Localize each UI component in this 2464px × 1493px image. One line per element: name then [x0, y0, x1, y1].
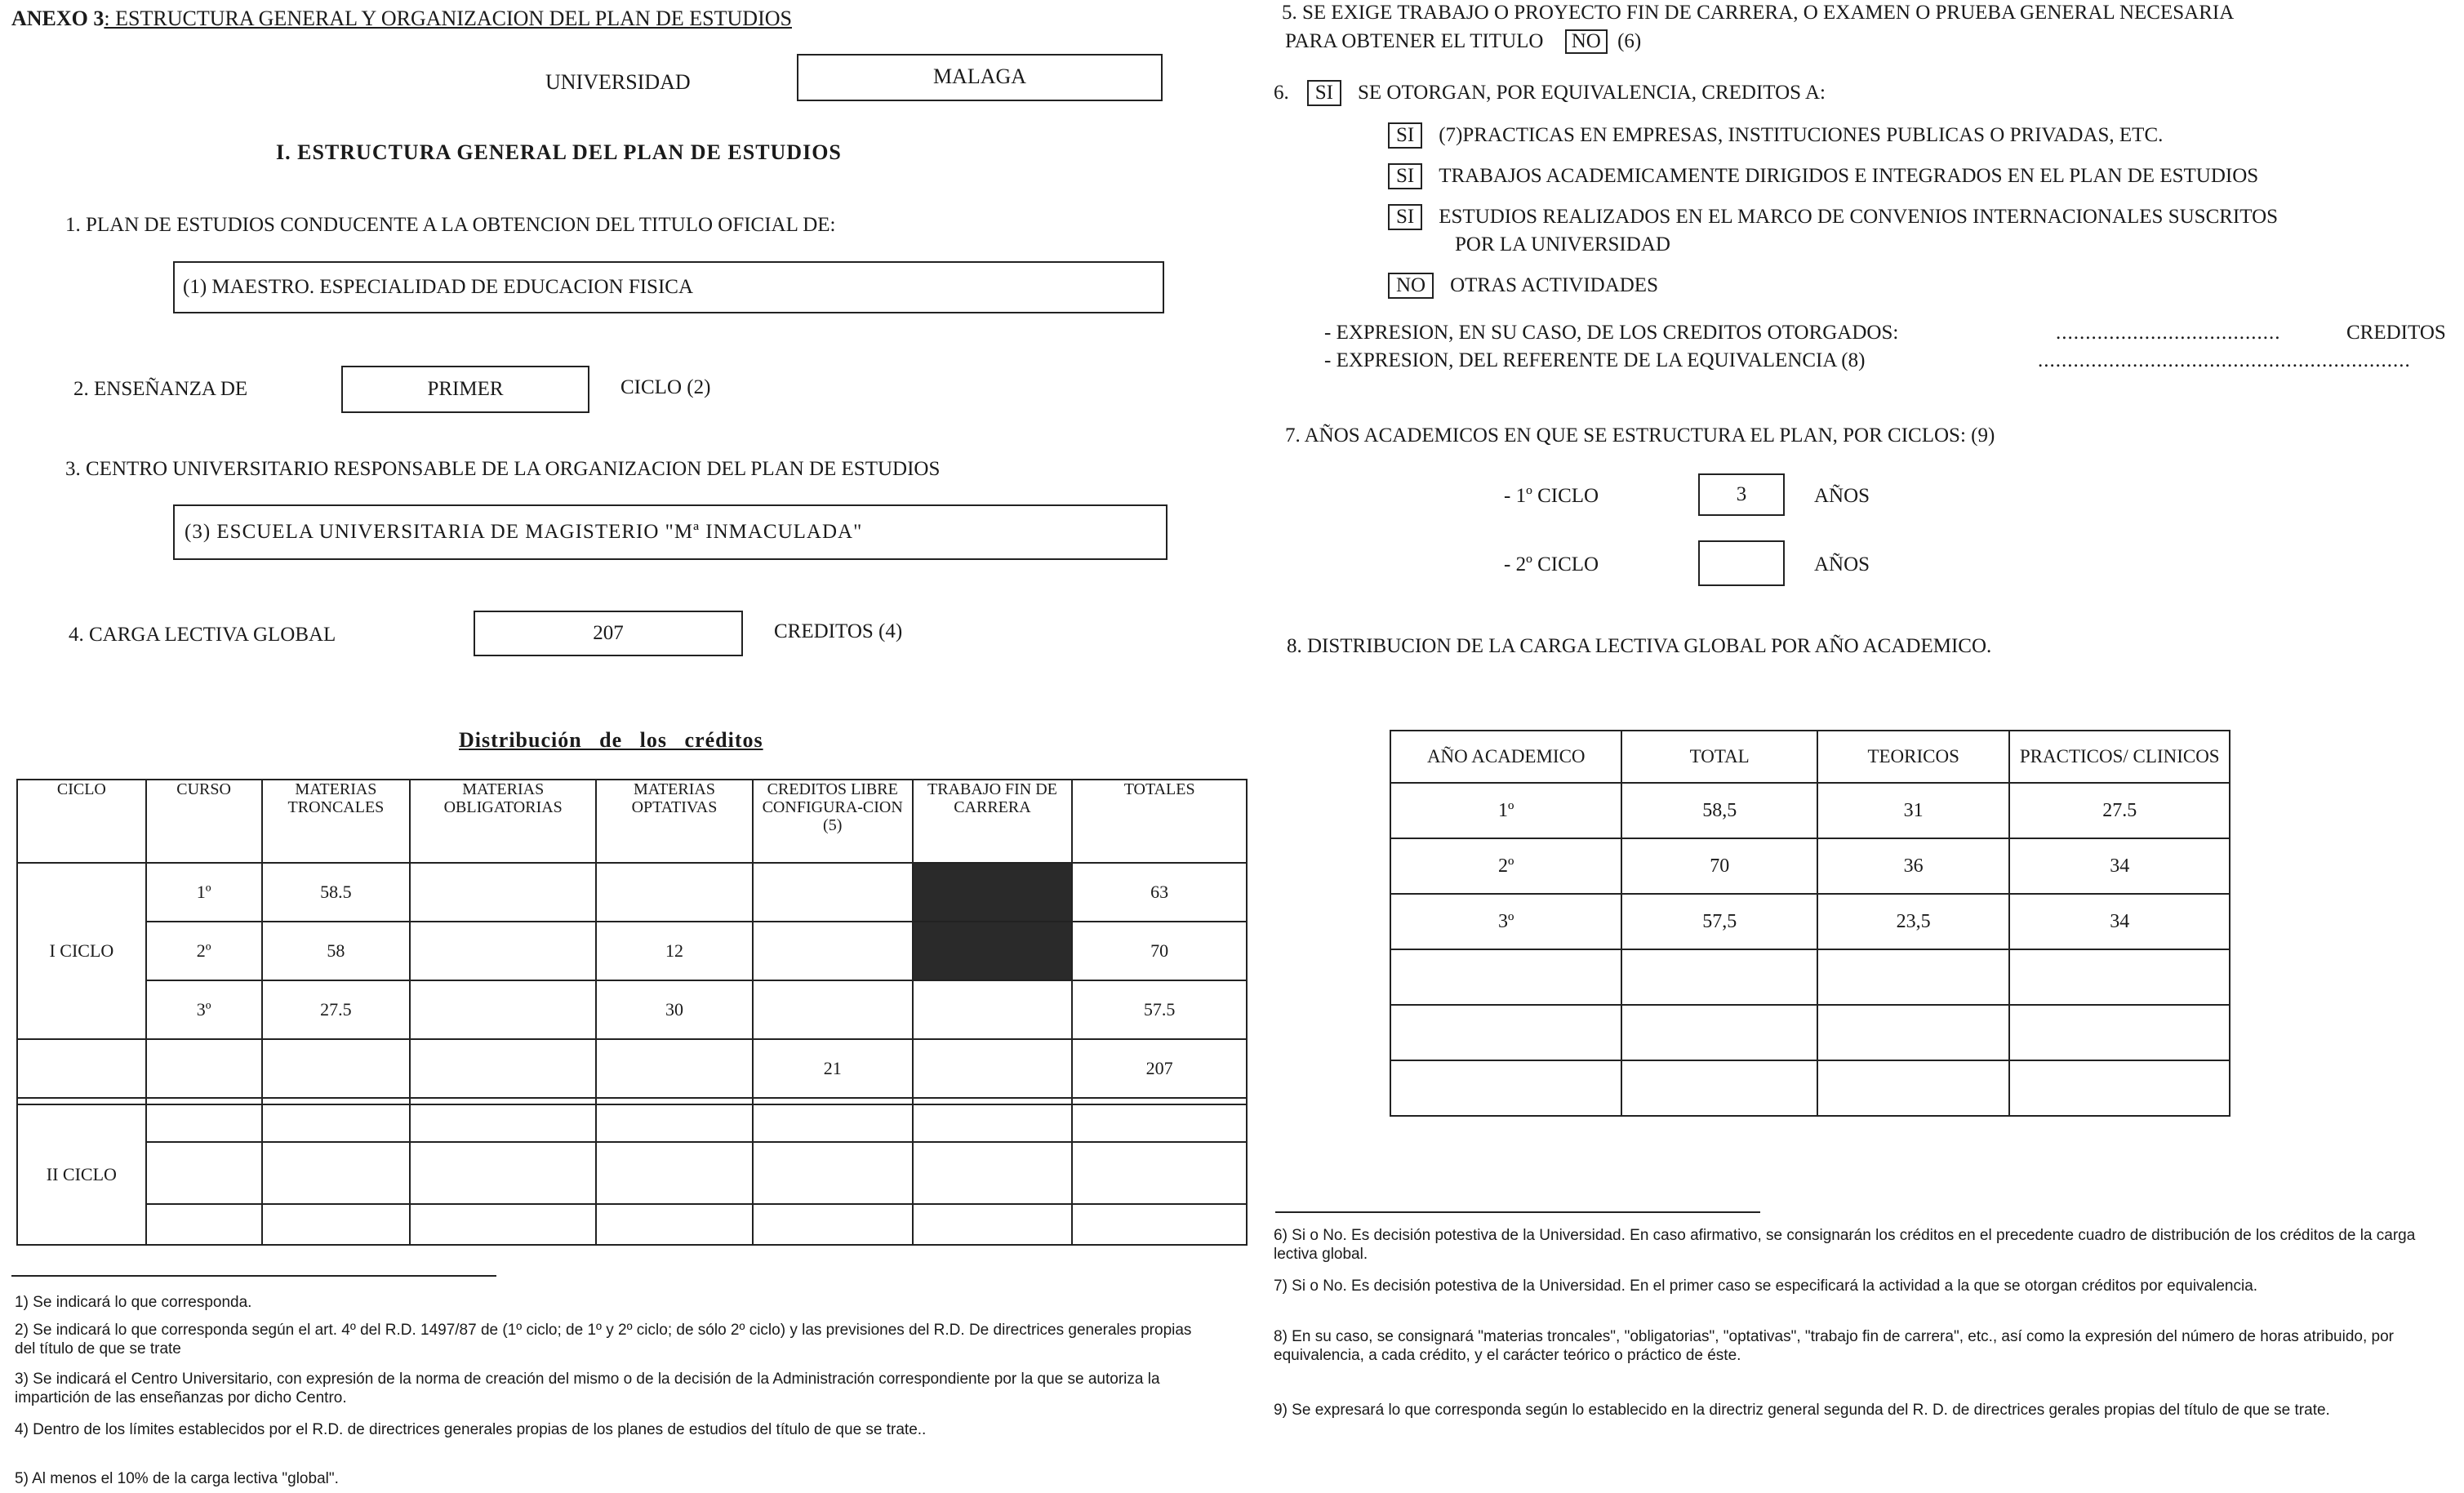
footnote: 9) Se expresará lo que corresponda según lo establecido en la directriz general segunda del R. D. de directrices gerales propias del título de que se trate. — [1274, 1402, 2330, 1419]
footnote: 2) Se indicará lo que corresponda según el art. 4º del R.D. 1497/87 de (1º ciclo; de 1º y 2º ciclo; de sólo 2º ciclo) y las previsiones del R.D. De directrices generales propias del título de que se trate — [15, 1322, 1192, 1357]
q7-c2-value — [1698, 540, 1785, 586]
q5-note: (6) — [1617, 30, 1642, 52]
q6-number: 6. — [1274, 82, 1289, 104]
universidad-value: MALAGA — [797, 54, 1163, 101]
q6-item — [1388, 204, 2278, 230]
q6-value: SI — [1307, 80, 1341, 106]
table-row — [17, 980, 1247, 1039]
section-title: I. ESTRUCTURA GENERAL DEL PLAN DE ESTUDIOS — [276, 140, 842, 164]
q6-item-value: SI — [1388, 163, 1422, 189]
q6-item — [1388, 273, 1658, 299]
troncales-cell — [262, 1039, 411, 1098]
q7-c2-label: - 2º CICLO — [1504, 553, 1599, 575]
libre-cell — [753, 863, 913, 922]
q7-c2-unit: AÑOS — [1814, 553, 1870, 575]
totales-cell: 57.5 — [1072, 980, 1247, 1039]
anexo-title: : ESTRUCTURA GENERAL Y ORGANIZACION DEL PLAN DE ESTUDIOS — [104, 7, 792, 30]
anio-cell: 1º — [1390, 783, 1621, 838]
dist-header: CREDITOS LIBRE CONFIGURA-CION (5) — [753, 780, 913, 863]
ciclo1-label: I CICLO — [17, 863, 146, 1039]
ciclo2-label: II CICLO — [17, 1104, 146, 1245]
dist-header: MATERIAS OPTATIVAS — [596, 780, 753, 863]
q6-expr2: - EXPRESION, DEL REFERENTE DE LA EQUIVALENCIA (8) — [1324, 349, 1866, 371]
obligatorias-cell — [410, 980, 596, 1039]
table-row — [17, 863, 1247, 922]
credit-distribution-table — [16, 779, 1248, 1246]
q8-header: TOTAL — [1621, 731, 1817, 783]
q6-item-label: OTRAS ACTIVIDADES — [1450, 274, 1658, 296]
footnote: 3) Se indicará el Centro Universitario, con expresión de la norma de creación del mismo o de la decisión de la Administración correspondiente por la que se autoriza la impartición de las enseñanzas por dicho Centro. — [15, 1371, 1160, 1406]
q2-suffix: CICLO (2) — [620, 376, 711, 398]
libre-cell — [753, 922, 913, 980]
q7-c1-value: 3 — [1698, 473, 1785, 516]
teoricos-cell: 31 — [1817, 783, 2010, 838]
curso-cell — [146, 1039, 262, 1098]
trabajo-fin-cell-shaded — [913, 863, 1073, 922]
dist-header: TOTALES — [1072, 780, 1247, 863]
footnote: 7) Si o No. Es decisión potestiva de la Universidad. En el primer caso se especificará la actividad a la que se otorgan créditos por equivalencia. — [1274, 1277, 2258, 1295]
q1-label: 1. PLAN DE ESTUDIOS CONDUCENTE A LA OBTENCION DEL TITULO OFICIAL DE: — [65, 214, 836, 236]
footnote: 1) Se indicará lo que corresponda. — [15, 1294, 252, 1311]
dist-header-row — [17, 780, 1247, 863]
footnote: 6) Si o No. Es decisión potestiva de la Universidad. En caso afirmativo, se consignarán los créditos en el precedente cuadro de distribución de los créditos de la carga lectiva global. — [1274, 1227, 2416, 1263]
curso-cell: 3º — [146, 980, 262, 1039]
footnote: 4) Dentro de los límites establecidos por el R.D. de directrices generales propias de los planes de estudios del título de que se trate.. — [15, 1421, 927, 1438]
q6-item-label: TRABAJOS ACADEMICAMENTE DIRIGIDOS E INTEGRADOS EN EL PLAN DE ESTUDIOS — [1439, 165, 2259, 187]
q6-item-value: SI — [1388, 122, 1422, 149]
anexo-prefix: ANEXO 3 — [11, 7, 105, 30]
dist-header: CURSO — [146, 780, 262, 863]
q6-item-value: SI — [1388, 204, 1422, 230]
teoricos-cell: 36 — [1817, 838, 2010, 894]
optativas-cell — [596, 1039, 753, 1098]
dist-header: MATERIAS TRONCALES — [262, 780, 411, 863]
q6-label: SE OTORGAN, POR EQUIVALENCIA, CREDITOS A: — [1357, 82, 1826, 104]
table-row — [1390, 838, 2230, 894]
q5-label-line1: 5. SE EXIGE TRABAJO O PROYECTO FIN DE CARRERA, O EXAMEN O PRUEBA GENERAL NECESARIA — [1282, 2, 2235, 24]
dist-header: TRABAJO FIN DE CARRERA — [913, 780, 1073, 863]
table-row — [17, 922, 1247, 980]
universidad-label: UNIVERSIDAD — [545, 70, 691, 94]
q6-expr2-dots: ............................................................... — [2038, 349, 2411, 371]
libre-cell — [753, 980, 913, 1039]
year-distribution-table — [1390, 730, 2230, 1117]
practicos-cell: 34 — [2009, 894, 2230, 949]
q2-label: 2. ENSEÑANZA DE — [73, 378, 248, 400]
q2-value: PRIMER — [341, 366, 589, 413]
q6-item — [1388, 163, 2258, 189]
practicos-cell: 34 — [2009, 838, 2230, 894]
q5-label-line2: PARA OBTENER EL TITULO NO (6) — [1285, 30, 1642, 52]
q3-label: 3. CENTRO UNIVERSITARIO RESPONSABLE DE LA ORGANIZACION DEL PLAN DE ESTUDIOS — [65, 458, 941, 480]
q6-expr1-suffix: CREDITOS — [2346, 322, 2446, 344]
totales-cell: 70 — [1072, 922, 1247, 980]
trabajo-fin-cell — [913, 980, 1073, 1039]
q4-label: 4. CARGA LECTIVA GLOBAL — [69, 624, 336, 646]
q1-value: (1) MAESTRO. ESPECIALIDAD DE EDUCACION FISICA — [173, 261, 1164, 313]
troncales-cell: 58 — [262, 922, 411, 980]
total-cell: 57,5 — [1621, 894, 1817, 949]
table-row — [1390, 1005, 2230, 1060]
table-row — [1390, 949, 2230, 1005]
q6-item-label: ESTUDIOS REALIZADOS EN EL MARCO DE CONVENIOS INTERNACIONALES SUSCRITOS — [1439, 206, 2279, 228]
dist-title: Distribución de los créditos — [459, 728, 763, 752]
dist-header: CICLO — [17, 780, 146, 863]
practicos-cell: 27.5 — [2009, 783, 2230, 838]
table-row — [17, 1104, 1247, 1142]
trabajo-fin-cell-shaded — [913, 922, 1073, 980]
q7-label: 7. AÑOS ACADEMICOS EN QUE SE ESTRUCTURA EL PLAN, POR CICLOS: (9) — [1285, 424, 1995, 447]
curso-cell: 2º — [146, 922, 262, 980]
totales-cell: 207 — [1072, 1039, 1247, 1098]
q8-header: AÑO ACADEMICO — [1390, 731, 1621, 783]
totales-cell: 63 — [1072, 863, 1247, 922]
obligatorias-cell — [410, 1039, 596, 1098]
q6-item-label-cont: POR LA UNIVERSIDAD — [1455, 233, 1670, 255]
q3-value: (3) ESCUELA UNIVERSITARIA DE MAGISTERIO "Mª INMACULADA" — [173, 504, 1168, 560]
anio-cell: 3º — [1390, 894, 1621, 949]
q5-value: NO — [1565, 29, 1608, 54]
q8-header: PRACTICOS/ CLINICOS — [2009, 731, 2230, 783]
q6-expr1: - EXPRESION, EN SU CASO, DE LOS CREDITOS OTORGADOS: — [1324, 322, 1899, 344]
optativas-cell: 12 — [596, 922, 753, 980]
dist-header: MATERIAS OBLIGATORIAS — [410, 780, 596, 863]
optativas-cell — [596, 863, 753, 922]
q7-c1-label: - 1º CICLO — [1504, 485, 1599, 507]
q4-suffix: CREDITOS (4) — [774, 620, 903, 642]
table-row — [1390, 783, 2230, 838]
q6-item-label: (7)PRACTICAS EN EMPRESAS, INSTITUCIONES PUBLICAS O PRIVADAS, ETC. — [1439, 124, 2164, 146]
table-row — [17, 1039, 1247, 1098]
teoricos-cell: 23,5 — [1817, 894, 2010, 949]
table-separator — [17, 1098, 1247, 1104]
q7-c1-unit: AÑOS — [1814, 485, 1870, 507]
q6-item — [1388, 122, 2163, 149]
troncales-cell: 27.5 — [262, 980, 411, 1039]
total-cell: 58,5 — [1621, 783, 1817, 838]
q8-header-row — [1390, 731, 2230, 783]
anexo-heading — [11, 7, 792, 31]
footnote: 8) En su caso, se consignará "materias troncales", "obligatorias", "optativas", "trabajo fin de carrera", etc., así como la expresión del número de horas atribuido, por equivalencia, a cada crédito, y el carácter teórico o práctico de éste. — [1274, 1328, 2394, 1364]
obligatorias-cell — [410, 863, 596, 922]
q6-heading — [1274, 80, 1826, 106]
anio-cell: 2º — [1390, 838, 1621, 894]
footnote-divider — [11, 1275, 496, 1277]
q6-item-value: NO — [1388, 273, 1434, 299]
table-row — [1390, 1060, 2230, 1116]
trabajo-fin-cell — [913, 1039, 1073, 1098]
troncales-cell: 58.5 — [262, 863, 411, 922]
footnote-divider — [1275, 1211, 1760, 1213]
q6-expr1-dots: ...................................... — [2056, 322, 2281, 344]
optativas-cell: 30 — [596, 980, 753, 1039]
q8-label: 8. DISTRIBUCION DE LA CARGA LECTIVA GLOBAL POR AÑO ACADEMICO. — [1287, 635, 1992, 657]
curso-cell: 1º — [146, 863, 262, 922]
total-cell: 70 — [1621, 838, 1817, 894]
q8-header: TEORICOS — [1817, 731, 2010, 783]
q4-value: 207 — [474, 611, 743, 656]
footnote: 5) Al menos el 10% de la carga lectiva "global". — [15, 1470, 339, 1487]
table-row — [17, 1204, 1247, 1245]
table-row — [17, 1142, 1247, 1204]
libre-cell: 21 — [753, 1039, 913, 1098]
table-row — [1390, 894, 2230, 949]
obligatorias-cell — [410, 922, 596, 980]
